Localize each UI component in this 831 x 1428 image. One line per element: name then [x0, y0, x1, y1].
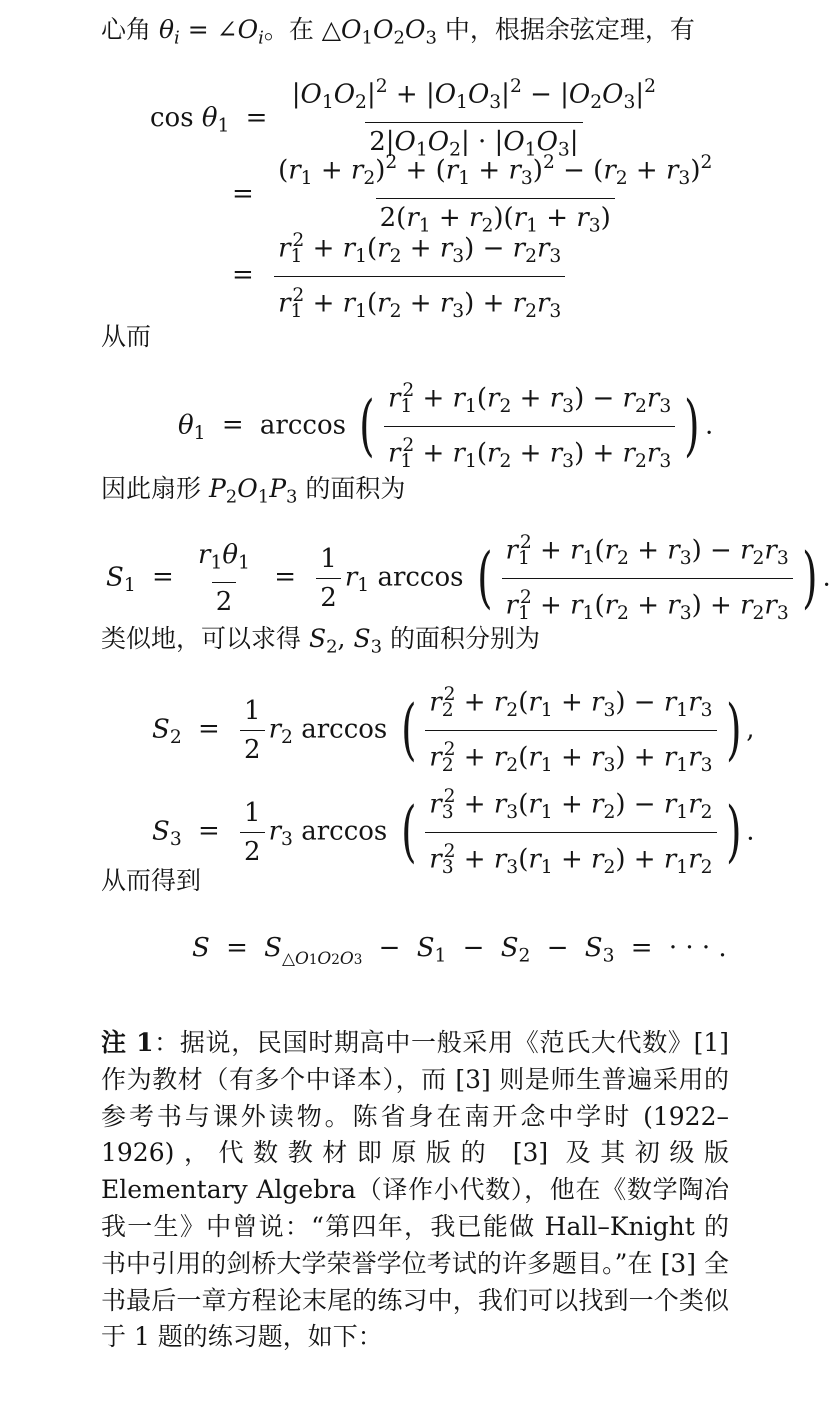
subscript: 2 — [326, 636, 338, 658]
symbol-s: S — [192, 933, 210, 963]
fraction — [425, 782, 716, 883]
symbol-p: P — [208, 474, 226, 503]
fraction-half — [240, 798, 265, 867]
left-paren: ( — [359, 387, 375, 465]
denominator: 2 — [316, 578, 341, 613]
subscript: 2 — [518, 945, 531, 967]
subscript: 2 — [393, 27, 405, 49]
subscript: 1 — [257, 486, 270, 508]
subscript: 3 — [286, 486, 298, 508]
denominator: $r_1^2 + r_1(r_2 + r_3) + r_2r_3$ — [502, 578, 793, 629]
denominator: $r_1^2 + r_1(r_2 + r_3) + r_2r_3$ — [384, 426, 675, 477]
fraction — [502, 528, 793, 629]
s2-equation: $S_2$ = $\frac{1}{2}$ $r_2$ arccos ( $\frac{r_2^2 + r_2(r_1 + r_3) - r_1r_3}{r_2^2 + r_2(r_1 + r_3) + r_1r_3}$ ) , — [152, 680, 755, 781]
subscript: 1 — [361, 27, 373, 49]
subscript: 3 — [425, 27, 437, 49]
left-paren: ( — [476, 539, 493, 617]
subscript: i — [258, 27, 264, 49]
s1-equation: $S_1$ = $\frac{r_1\theta_1}{2}$ = $\frac{1}{2}$ $r_1$ arccos ( $\frac{r_1^2 + r_1(r_2 + r_3) - r_2r_3}{r_1^2 + r_1(r_2 + r_3) + r_2r_3}$ ) . — [106, 528, 831, 629]
similar-text-1: 类似地，可以求得 — [101, 624, 309, 653]
equals-sign: = — [245, 102, 268, 133]
numerator: $r_1^2 + r_1(r_2 + r_3) - r_2r_3$ — [387, 380, 672, 417]
fraction-half — [316, 544, 341, 613]
denominator: $r_1^2 + r_1(r_2 + r_3) + r_2r_3$ — [274, 276, 565, 327]
symbol-o: O — [237, 15, 259, 44]
symbol-o: O — [237, 474, 258, 503]
theta-symbol: θ — [158, 15, 175, 44]
symbol-s: S — [416, 933, 435, 963]
denominator: 2 — [212, 582, 237, 617]
similar-line — [101, 624, 540, 662]
equals-sign: = — [197, 714, 220, 745]
subscript: 1 — [193, 423, 206, 444]
fraction-half — [240, 696, 265, 765]
text-thus: 从而得到 — [101, 866, 202, 895]
similar-text-2: 的面积分别为 — [382, 624, 540, 653]
note-body: ：据说，民国时期高中一般采用《范氏大代数》[1] 作为教材（有多个中译本），而 [3] 则是师生普遍采用的参考书与课外读物。陈省身在南开念中学时 (1922–1926)，代数教材即原版的 [3] 及其初级版 Elementary Algebra（译作小代数），他在《数学陶冶我一生》中曾说：“第四年，我已能做 Hall–Knight 的书中引用的剑桥大学荣誉学位考试的许多题目。”在 [3] 全书最后一章方程论末尾的练习中，我们可以找到一个类似于 1 题的练习题，如下： — [101, 1028, 729, 1352]
left-paren: ( — [400, 691, 417, 769]
denominator: 2 — [240, 730, 265, 765]
symbol-s: S — [152, 816, 170, 847]
symbol-p: P — [269, 474, 287, 503]
symbol-s: S — [264, 933, 282, 963]
numerator: $r_3^2 + r_3(r_1 + r_2) - r_1r_2$ — [429, 786, 713, 823]
comma: , — [746, 714, 755, 745]
equals-sign: = — [630, 933, 653, 963]
numerator: 1 — [244, 695, 261, 726]
subscript-triangle: △O1O2O3 — [281, 947, 363, 968]
symbol-s: S — [353, 624, 371, 653]
minus-sign: − — [378, 933, 401, 963]
intro-text-3: 。在 △ — [263, 15, 342, 44]
minus-sign: − — [462, 933, 485, 963]
denominator: $r_3^2 + r_3(r_1 + r_2) + r_1r_2$ — [425, 832, 716, 883]
period: . — [822, 562, 831, 593]
left-paren: ( — [400, 793, 417, 871]
fraction — [384, 376, 675, 477]
theta1-equation — [178, 376, 713, 477]
right-paren: ) — [725, 691, 742, 769]
subscript: 1 — [434, 945, 447, 967]
subscript: 2 — [169, 727, 182, 748]
numerator: $r_2^2 + r_2(r_1 + r_3) - r_1r_3$ — [429, 684, 713, 721]
equals-sign: = — [274, 562, 297, 593]
subscript: 3 — [602, 945, 615, 967]
numerator: 1 — [320, 543, 337, 574]
subscript: i — [174, 27, 180, 49]
sector-text-2: 的面积为 — [297, 474, 406, 503]
symbol-o: O — [372, 15, 394, 44]
numerator: 1 — [244, 797, 261, 828]
numerator: $|O_1O_2|^2 + |O_1O_3|^2 - |O_2O_3|^2$ — [291, 76, 657, 113]
arccos-fn: arccos — [377, 562, 464, 593]
text-congeer: 从而 — [101, 322, 152, 351]
equals-sign: = — [232, 178, 254, 209]
cos-equation-line-3 — [224, 226, 569, 327]
period: . — [704, 410, 714, 441]
right-paren: ) — [801, 539, 818, 617]
comma: , — [337, 624, 354, 653]
equals-sign: = — [232, 260, 254, 291]
symbol-s: S — [584, 933, 603, 963]
denominator: 2 — [240, 832, 265, 867]
arccos-fn: arccos — [259, 410, 346, 441]
fraction — [194, 540, 254, 618]
intro-text-4: 中，根据余弦定理，有 — [436, 15, 695, 44]
subscript: 3 — [169, 829, 182, 850]
intro-text-1: 心角 — [101, 15, 159, 44]
numerator: $r_1\theta_1$ — [198, 539, 250, 574]
fraction — [274, 226, 565, 327]
symbol-o: O — [341, 15, 362, 44]
note-label: 注 1 — [101, 1028, 154, 1057]
right-paren: ) — [684, 387, 700, 465]
subscript: 3 — [370, 636, 383, 658]
symbol-s: S — [308, 624, 327, 653]
theta-symbol: θ — [178, 410, 194, 441]
subscript: 1 — [123, 575, 136, 596]
denominator: $2|O_1O_2| \cdot |O_1O_3|$ — [365, 122, 582, 166]
equals-sign: = — [151, 562, 174, 593]
symbol-s: S — [152, 714, 170, 745]
denominator: $2(r_1 + r_2)(r_1 + r_3)$ — [376, 198, 615, 242]
equals-sign: = — [221, 410, 244, 441]
arccos-fn: arccos — [301, 816, 388, 847]
equals-sign: = — [197, 816, 220, 847]
symbol-s: S — [500, 933, 519, 963]
numerator: $r_1^2 + r_1(r_2 + r_3) - r_2r_3$ — [505, 532, 789, 569]
note-paragraph — [101, 1025, 729, 1356]
ellipsis: · · · — [668, 933, 711, 963]
period: . — [718, 933, 727, 963]
equals-sign: = — [226, 933, 248, 963]
s3-equation: $S_3$ = $\frac{1}{2}$ $r_3$ arccos ( $\frac{r_3^2 + r_3(r_1 + r_2) - r_1r_2}{r_3^2 + r_3(r_1 + r_2) + r_1r_2}$ ) . — [152, 782, 755, 883]
subscript: 2 — [225, 486, 238, 508]
theta-symbol: θ — [201, 102, 218, 133]
sector-text-1: 因此扇形 — [101, 474, 209, 503]
intro-line — [101, 15, 695, 53]
symbol-o: O — [404, 15, 426, 44]
numerator: $r_1^2 + r_1(r_2 + r_3) - r_2r_3$ — [278, 230, 562, 267]
cos-fn: cos — [150, 102, 194, 133]
denominator: $r_2^2 + r_2(r_1 + r_3) + r_1r_3$ — [425, 730, 716, 781]
symbol-s: S — [106, 562, 124, 593]
minus-sign: − — [546, 933, 569, 963]
fraction — [425, 680, 716, 781]
s-total-equation — [192, 933, 727, 975]
sector-line — [101, 474, 405, 512]
period: . — [746, 816, 755, 847]
arccos-fn: arccos — [301, 714, 388, 745]
subscript: 1 — [217, 115, 230, 137]
numerator: $(r_1 + r_2)^2 + (r_1 + r_3)^2 - (r_2 + r_3)^2$ — [278, 152, 713, 189]
right-paren: ) — [725, 793, 742, 871]
intro-text-2: = ∠ — [179, 15, 238, 44]
